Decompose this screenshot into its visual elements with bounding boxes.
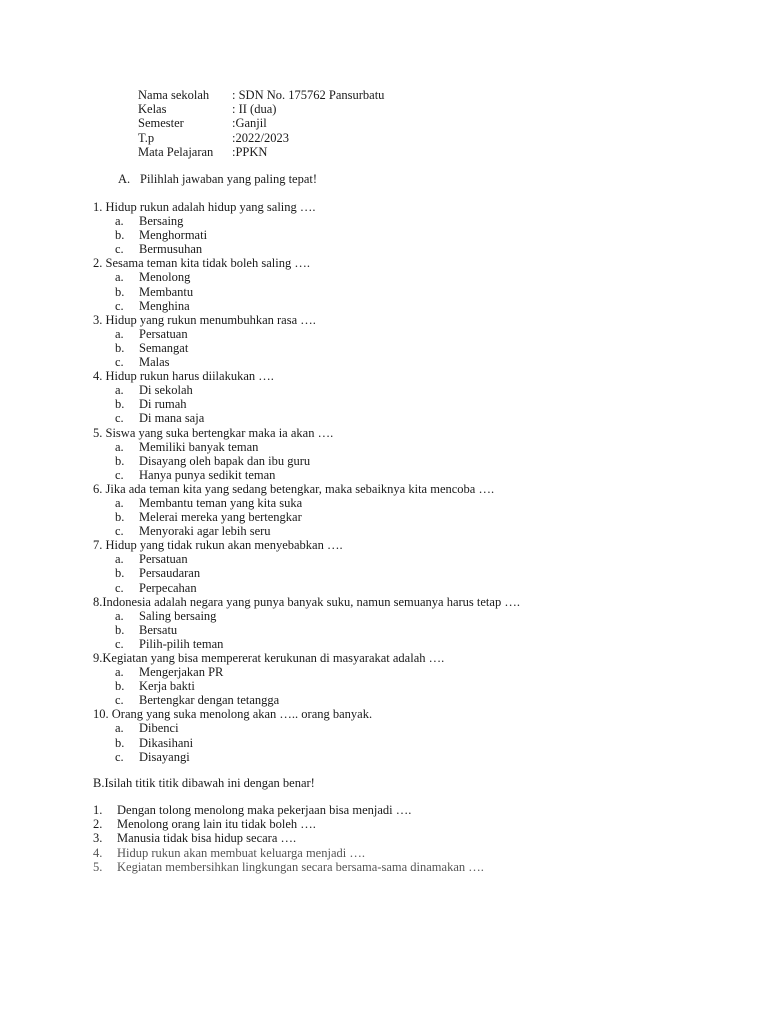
option-text: Persatuan	[139, 552, 188, 567]
option-letter: b.	[115, 679, 125, 694]
option-letter: b.	[115, 284, 125, 299]
option-text: Disayangi	[139, 749, 190, 764]
fill-in-number: 3.	[93, 831, 103, 846]
option-text: Bermusuhan	[139, 242, 203, 257]
header-label: Kelas	[138, 102, 167, 117]
option-letter: a.	[115, 608, 124, 623]
answer-option	[93, 299, 520, 313]
question-text: 2. Sesama teman kita tidak boleh saling ….	[93, 256, 310, 271]
answer-option	[93, 440, 520, 454]
answer-option	[93, 397, 520, 411]
question-text: 5. Siswa yang suka bertengkar maka ia akan ….	[93, 425, 334, 440]
option-letter: b.	[115, 453, 125, 468]
option-text: Membantu	[139, 284, 194, 299]
multiple-choice-questions	[93, 200, 520, 764]
option-text: Malas	[139, 355, 170, 370]
section-b-instruction: B.Isilah titik titik dibawah ini dengan benar!	[93, 776, 315, 790]
answer-option	[93, 637, 520, 651]
question-text: 7. Hidup yang tidak rukun akan menyebabkan ….	[93, 538, 343, 553]
option-text: Di rumah	[139, 397, 187, 412]
answer-option	[93, 270, 520, 284]
option-letter: a.	[115, 552, 124, 567]
option-letter: c.	[115, 467, 124, 482]
option-text: Memiliki banyak teman	[139, 439, 259, 454]
fill-in-number: 1.	[93, 803, 103, 817]
fill-in-text: Kegiatan membersihkan lingkungan secara bersama-sama dinamakan ….	[117, 859, 484, 874]
question-text: 6. Jika ada teman kita yang sedang betengkar, maka sebaiknya kita mencoba ….	[93, 481, 495, 496]
option-letter: b.	[115, 397, 125, 412]
fill-in-number: 4.	[93, 845, 103, 860]
option-text: Persatuan	[139, 326, 188, 341]
answer-option	[93, 242, 520, 256]
answer-option	[93, 341, 520, 355]
fill-in-item	[93, 846, 484, 860]
option-text: Dibenci	[139, 721, 179, 736]
answer-option	[93, 468, 520, 482]
question-text: 1. Hidup rukun adalah hidup yang saling ….	[93, 200, 316, 214]
answer-option	[93, 581, 520, 595]
header-value: :Ganjil	[232, 116, 267, 131]
option-letter: c.	[115, 411, 124, 426]
option-letter: b.	[115, 622, 125, 637]
option-text: Kerja bakti	[139, 679, 195, 694]
option-letter: a.	[115, 439, 124, 454]
option-text: Hanya punya sedikit teman	[139, 467, 276, 482]
fill-in-text: Dengan tolong menolong maka pekerjaan bisa menjadi ….	[117, 803, 412, 817]
option-letter: b.	[115, 735, 125, 750]
answer-option	[93, 327, 520, 341]
answer-option	[93, 355, 520, 369]
header-row	[138, 116, 384, 130]
option-text: Bertengkar dengan tetangga	[139, 693, 280, 708]
header-label: T.p	[138, 130, 155, 145]
header-row	[138, 88, 384, 102]
answer-option	[93, 411, 520, 425]
fill-in-questions	[93, 803, 484, 874]
option-text: Disayang oleh bapak dan ibu guru	[139, 453, 311, 468]
answer-option	[93, 609, 520, 623]
header-value: : SDN No. 175762 Pansurbatu	[232, 88, 385, 102]
option-text: Melerai mereka yang bertengkar	[139, 510, 302, 525]
option-text: Menghina	[139, 298, 190, 313]
question-text: 3. Hidup yang rukun menumbuhkan rasa ….	[93, 312, 316, 327]
option-text: Saling bersaing	[139, 608, 217, 623]
answer-option	[93, 679, 520, 693]
option-text: Di mana saja	[139, 411, 205, 426]
option-letter: a.	[115, 270, 124, 285]
option-text: Menyoraki agar lebih seru	[139, 524, 271, 539]
option-letter: c.	[115, 242, 124, 257]
option-letter: c.	[115, 580, 124, 595]
question-text: 10. Orang yang suka menolong akan ….. orang banyak.	[93, 707, 373, 722]
header-row	[138, 131, 384, 145]
answer-option	[93, 750, 520, 764]
answer-option	[93, 510, 520, 524]
fill-in-item	[93, 803, 484, 817]
answer-option	[93, 228, 520, 242]
fill-in-text: Hidup rukun akan membuat keluarga menjadi ….	[117, 845, 365, 860]
answer-option	[93, 566, 520, 580]
option-text: Bersatu	[139, 622, 178, 637]
answer-option	[93, 383, 520, 397]
header-value: :PPKN	[232, 144, 268, 159]
option-letter: c.	[115, 749, 124, 764]
option-text: Menolong	[139, 270, 191, 285]
question-text: 4. Hidup rukun harus diilakukan ….	[93, 369, 274, 384]
section-a-title: Pilihlah jawaban yang paling tepat!	[140, 172, 318, 186]
header-row	[138, 145, 384, 159]
fill-in-text: Menolong orang lain itu tidak boleh ….	[117, 817, 316, 832]
answer-option	[93, 721, 520, 735]
fill-in-number: 5.	[93, 859, 103, 874]
fill-in-item	[93, 860, 484, 874]
option-letter: a.	[115, 326, 124, 341]
option-letter: a.	[115, 383, 124, 398]
fill-in-number: 2.	[93, 817, 103, 832]
option-text: Bersaing	[139, 214, 184, 229]
option-text: Dikasihani	[139, 735, 194, 750]
option-letter: b.	[115, 340, 125, 355]
section-a-instruction	[118, 172, 317, 187]
question-text: 9.Kegiatan yang bisa mempererat kerukunan di masyarakat adalah ….	[93, 651, 445, 665]
option-text: Pilih-pilih teman	[139, 636, 224, 651]
option-letter: b.	[115, 228, 125, 243]
answer-option	[93, 496, 520, 510]
option-text: Membantu teman yang kita suka	[139, 495, 303, 510]
answer-option	[93, 552, 520, 566]
fill-in-text: Manusia tidak bisa hidup secara ….	[117, 831, 297, 846]
answer-option	[93, 693, 520, 707]
option-letter: a.	[115, 665, 124, 680]
option-letter: c.	[115, 298, 124, 313]
option-letter: c.	[115, 355, 124, 370]
header-label: Semester	[138, 116, 184, 131]
answer-option	[93, 665, 520, 679]
fill-in-item	[93, 831, 484, 845]
option-letter: c.	[115, 693, 124, 708]
question-text: 8.Indonesia adalah negara yang punya banyak suku, namun semuanya harus tetap ….	[93, 594, 520, 609]
section-a-letter: A.	[118, 172, 131, 186]
option-text: Menghormati	[139, 228, 208, 243]
option-text: Di sekolah	[139, 383, 193, 398]
answer-option	[93, 524, 520, 538]
answer-option	[93, 736, 520, 750]
fill-in-item	[93, 817, 484, 831]
option-text: Mengerjakan PR	[139, 665, 224, 680]
header-label: Mata Pelajaran	[138, 144, 214, 159]
option-letter: a.	[115, 495, 124, 510]
option-letter: a.	[115, 721, 124, 736]
option-letter: b.	[115, 566, 125, 581]
answer-option	[93, 285, 520, 299]
option-letter: b.	[115, 510, 125, 525]
option-text: Semangat	[139, 340, 189, 355]
answer-option	[93, 214, 520, 228]
header-value: :2022/2023	[232, 130, 289, 145]
answer-option	[93, 623, 520, 637]
answer-option	[93, 454, 520, 468]
header-label: Nama sekolah	[138, 88, 210, 102]
option-text: Perpecahan	[139, 580, 197, 595]
option-letter: c.	[115, 524, 124, 539]
option-text: Persaudaran	[139, 566, 201, 581]
header-value: : II (dua)	[232, 102, 277, 117]
option-letter: c.	[115, 636, 124, 651]
school-info-header	[138, 88, 384, 159]
header-row	[138, 102, 384, 116]
option-letter: a.	[115, 214, 124, 229]
